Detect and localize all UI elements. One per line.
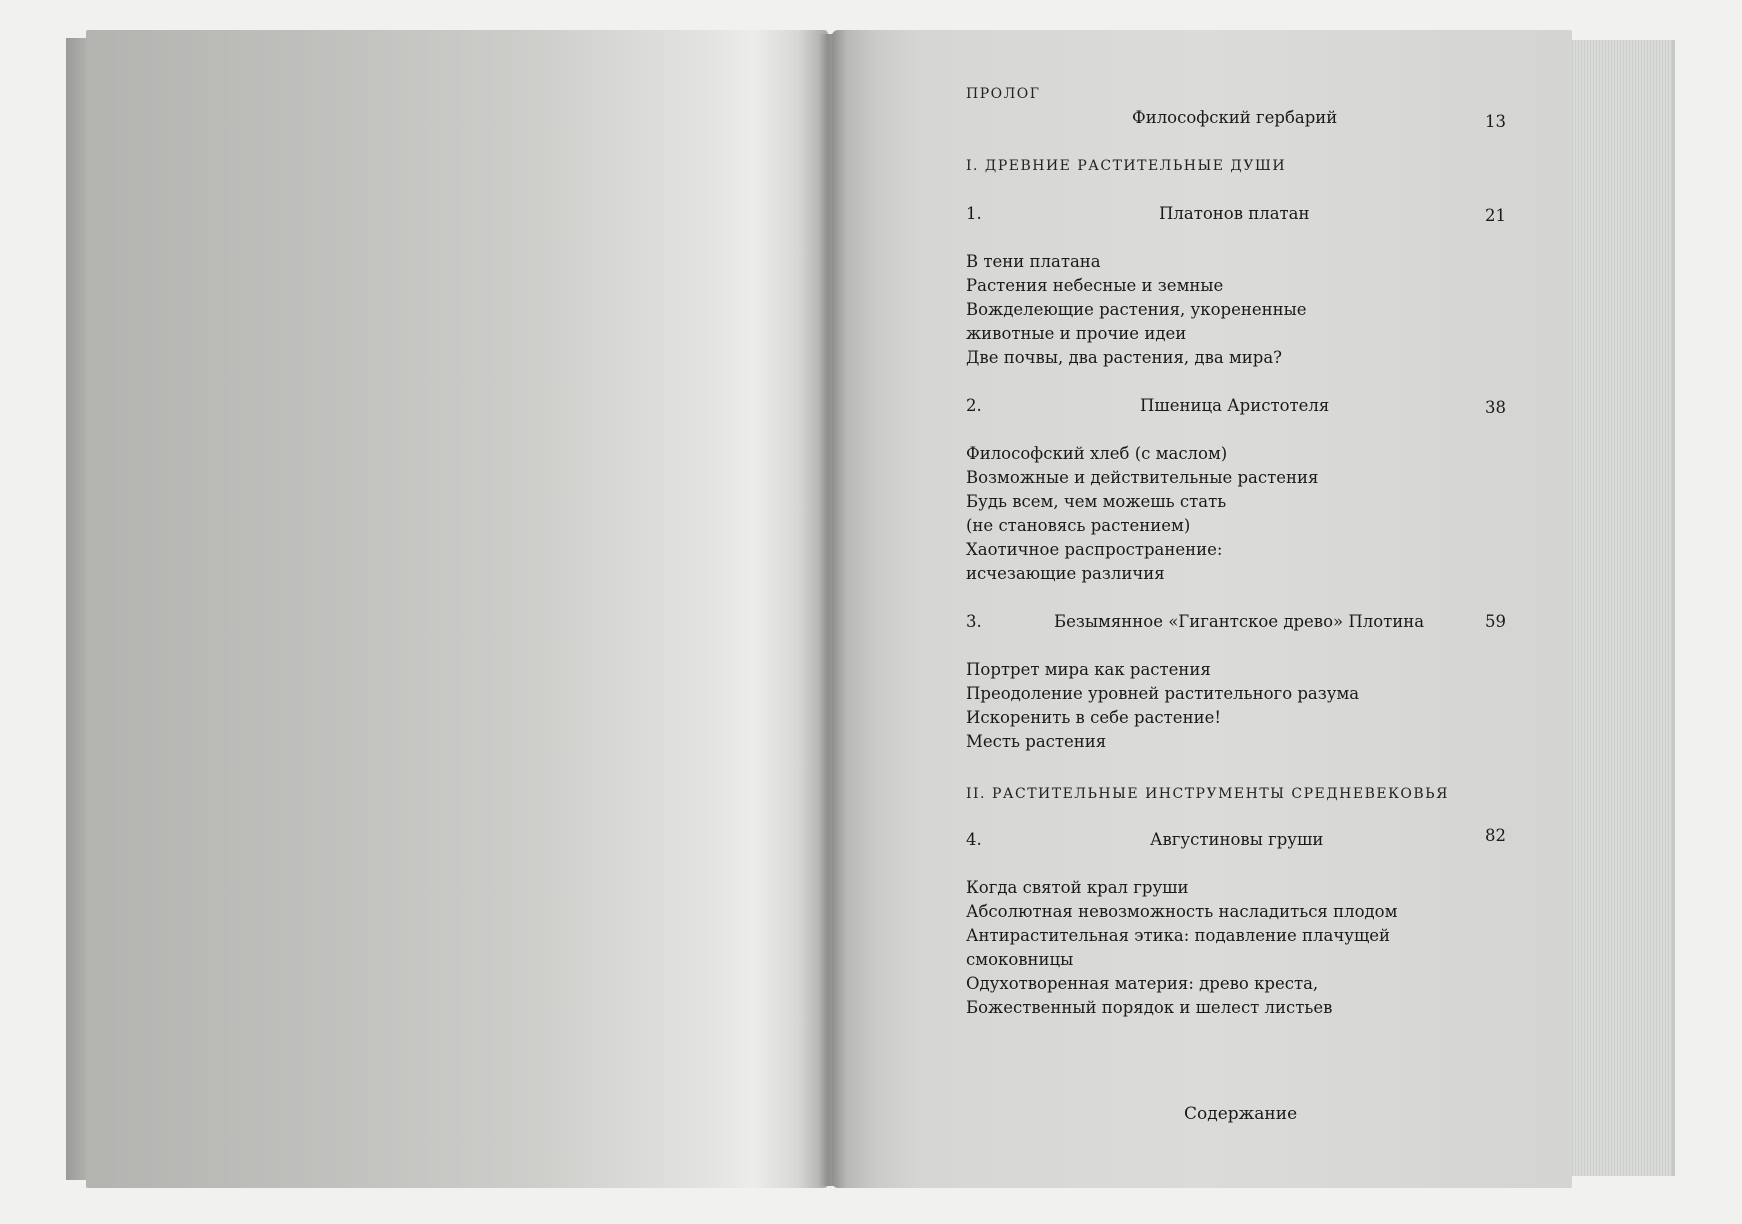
chapter2-number: 2. [966,396,982,415]
chapter4-item: Антирастительная этика: подавление плачущей [966,926,1391,945]
chapter4-item: Божественный порядок и шелест листьев [966,998,1333,1017]
chapter1-item: животные и прочие идеи [966,324,1187,343]
chapter1-item: Вожделеющие растения, укорененные [966,300,1307,319]
chapter4-item: Когда святой крал груши [966,878,1189,897]
chapter3-entry [966,612,1506,638]
chapter2-item: Философский хлеб (с маслом) [966,444,1228,463]
chapter4-page: 82 [1485,826,1506,845]
chapter2-entry [966,396,1506,422]
chapter2-item: Будь всем, чем можешь стать [966,492,1227,511]
chapter3-page: 59 [1485,612,1506,631]
left-page-blank [86,30,828,1188]
chapter2-page: 38 [1485,398,1506,417]
chapter3-title: Безымянное «Гигантское древо» Плотина [1054,612,1425,631]
chapter3-item: Преодоление уровней растительного разума [966,684,1360,703]
chapter3-item: Искоренить в себе растение! [966,708,1221,727]
chapter2-item: Возможные и действительные растения [966,468,1319,487]
part1-heading: I. ДРЕВНИЕ РАСТИТЕЛЬНЫЕ ДУШИ [966,158,1287,174]
chapter1-item: В тени платана [966,252,1101,271]
prologue-title: Философский гербарий [1132,108,1338,127]
part2-heading: II. РАСТИТЕЛЬНЫЕ ИНСТРУМЕНТЫ СРЕДНЕВЕКОВЬЯ [966,786,1449,802]
prologue-page: 13 [1485,112,1506,131]
chapter2-item: исчезающие различия [966,564,1165,583]
page-stack-edge [1564,40,1675,1176]
chapter4-title: Августиновы груши [1150,830,1324,849]
chapter3-number: 3. [966,612,982,631]
chapter4-entry [966,826,1506,856]
chapter4-item: Абсолютная невозможность насладиться плодом [966,902,1398,921]
prologue-label: ПРОЛОГ [966,86,1041,102]
chapter3-item: Месть растения [966,732,1107,751]
chapter1-page: 21 [1485,206,1506,225]
chapter1-entry [966,204,1506,230]
chapter2-item: Хаотичное распространение: [966,540,1223,559]
chapter4-number: 4. [966,830,982,849]
chapter1-title: Платонов платан [1159,204,1310,223]
chapter1-item: Две почвы, два растения, два мира? [966,348,1283,367]
running-footer: Содержание [1184,1104,1298,1124]
prologue-entry [966,108,1506,134]
chapter3-item: Портрет мира как растения [966,660,1211,679]
chapter4-item: смоковницы [966,950,1074,969]
chapter1-number: 1. [966,204,982,223]
chapter2-title: Пшеница Аристотеля [1140,396,1330,415]
chapter4-item: Одухотворенная материя: древо креста, [966,974,1319,993]
chapter1-item: Растения небесные и земные [966,276,1224,295]
chapter2-item: (не становясь растением) [966,516,1191,535]
